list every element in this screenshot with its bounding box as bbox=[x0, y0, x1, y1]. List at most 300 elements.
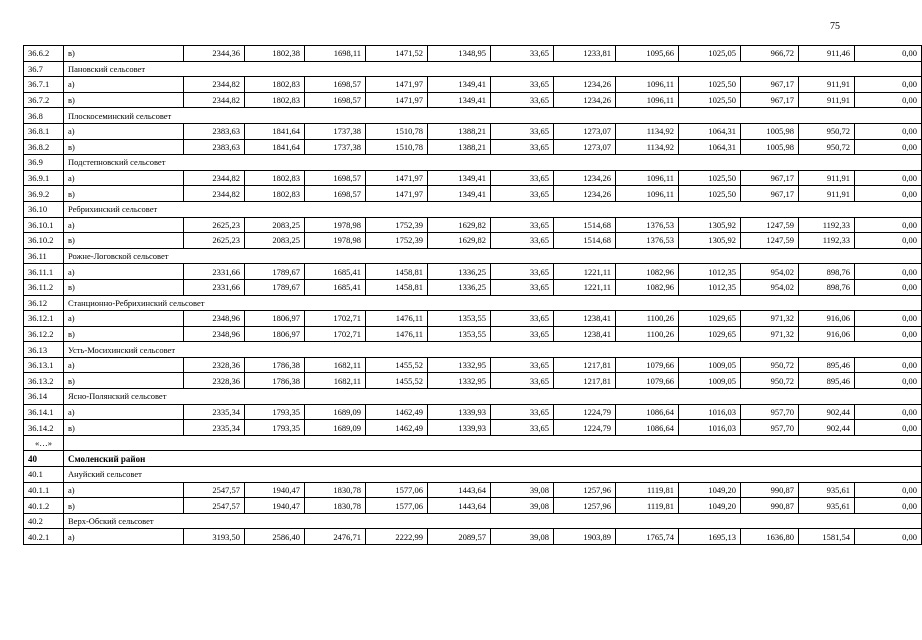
row-label: в) bbox=[64, 233, 184, 249]
value-cell: 1086,64 bbox=[616, 404, 679, 420]
table-row bbox=[24, 186, 922, 202]
value-cell: 1079,66 bbox=[616, 357, 679, 373]
value-cell: 33,65 bbox=[491, 357, 554, 373]
value-cell: 0,00 bbox=[855, 186, 922, 202]
value-cell: 33,65 bbox=[491, 264, 554, 280]
table-row bbox=[24, 279, 922, 295]
value-cell: 1510,78 bbox=[366, 123, 428, 139]
value-cell: 1005,98 bbox=[741, 123, 799, 139]
section-name: Ясно-Полянский сельсовет bbox=[64, 389, 922, 405]
value-cell: 1682,11 bbox=[305, 357, 366, 373]
value-cell: 1095,66 bbox=[616, 46, 679, 62]
value-cell: 2222,99 bbox=[366, 529, 428, 545]
value-cell: 1336,25 bbox=[428, 279, 491, 295]
value-cell: 990,87 bbox=[741, 498, 799, 514]
value-cell: 33,65 bbox=[491, 217, 554, 233]
row-label: в) bbox=[64, 279, 184, 295]
row-label: в) bbox=[64, 498, 184, 514]
value-cell: 1134,92 bbox=[616, 123, 679, 139]
value-cell: 33,65 bbox=[491, 92, 554, 108]
value-cell: 1339,93 bbox=[428, 420, 491, 436]
value-cell: 1462,49 bbox=[366, 404, 428, 420]
value-cell: 895,46 bbox=[799, 357, 855, 373]
value-cell: 2089,57 bbox=[428, 529, 491, 545]
value-cell: 935,61 bbox=[799, 482, 855, 498]
value-cell: 1802,83 bbox=[245, 77, 305, 93]
value-cell: 1765,74 bbox=[616, 529, 679, 545]
value-cell: 1238,41 bbox=[554, 311, 616, 327]
section-row bbox=[24, 513, 922, 529]
omission-marker: «…» bbox=[24, 435, 64, 451]
value-cell: 1009,05 bbox=[679, 373, 741, 389]
value-cell: 1786,38 bbox=[245, 373, 305, 389]
row-label: а) bbox=[64, 311, 184, 327]
table-row bbox=[24, 420, 922, 436]
section-code: 36.11 bbox=[24, 248, 64, 264]
section-name: Ануйский сельсовет bbox=[64, 467, 922, 483]
value-cell: 1802,83 bbox=[245, 92, 305, 108]
table-row bbox=[24, 217, 922, 233]
value-cell: 1388,21 bbox=[428, 123, 491, 139]
value-cell: 1119,81 bbox=[616, 482, 679, 498]
row-label: а) bbox=[64, 404, 184, 420]
value-cell: 1119,81 bbox=[616, 498, 679, 514]
value-cell: 1233,81 bbox=[554, 46, 616, 62]
value-cell: 2335,34 bbox=[184, 404, 245, 420]
value-cell: 957,70 bbox=[741, 420, 799, 436]
district-name: Смоленский район bbox=[64, 451, 922, 467]
value-cell: 1353,55 bbox=[428, 326, 491, 342]
value-cell: 916,06 bbox=[799, 311, 855, 327]
value-cell: 2083,25 bbox=[245, 217, 305, 233]
value-cell: 1086,64 bbox=[616, 420, 679, 436]
section-row bbox=[24, 342, 922, 358]
value-cell: 1802,83 bbox=[245, 170, 305, 186]
table-row bbox=[24, 498, 922, 514]
value-cell: 1349,41 bbox=[428, 92, 491, 108]
row-code: 36.14.2 bbox=[24, 420, 64, 436]
value-cell: 1737,38 bbox=[305, 139, 366, 155]
row-code: 36.7.1 bbox=[24, 77, 64, 93]
value-cell: 0,00 bbox=[855, 373, 922, 389]
section-row bbox=[24, 155, 922, 171]
value-cell: 1793,35 bbox=[245, 404, 305, 420]
table-row bbox=[24, 373, 922, 389]
value-cell: 1802,38 bbox=[245, 46, 305, 62]
value-cell: 1348,95 bbox=[428, 46, 491, 62]
value-cell: 1029,65 bbox=[679, 326, 741, 342]
value-cell: 957,70 bbox=[741, 404, 799, 420]
value-cell: 950,72 bbox=[741, 373, 799, 389]
section-row bbox=[24, 61, 922, 77]
value-cell: 2331,66 bbox=[184, 279, 245, 295]
value-cell: 0,00 bbox=[855, 217, 922, 233]
value-cell: 1257,96 bbox=[554, 482, 616, 498]
value-cell: 1217,81 bbox=[554, 373, 616, 389]
value-cell: 1221,11 bbox=[554, 264, 616, 280]
value-cell: 1978,98 bbox=[305, 217, 366, 233]
value-cell: 911,91 bbox=[799, 92, 855, 108]
value-cell: 2383,63 bbox=[184, 123, 245, 139]
value-cell: 33,65 bbox=[491, 373, 554, 389]
value-cell: 1476,11 bbox=[366, 326, 428, 342]
row-code: 36.7.2 bbox=[24, 92, 64, 108]
section-name: Ребрихинский сельсовет bbox=[64, 201, 922, 217]
section-row bbox=[24, 248, 922, 264]
value-cell: 971,32 bbox=[741, 311, 799, 327]
value-cell: 1134,92 bbox=[616, 139, 679, 155]
section-name: Пановский сельсовет bbox=[64, 61, 922, 77]
row-label: а) bbox=[64, 482, 184, 498]
section-code: 36.9 bbox=[24, 155, 64, 171]
value-cell: 1702,71 bbox=[305, 326, 366, 342]
value-cell: 2547,57 bbox=[184, 498, 245, 514]
row-label: а) bbox=[64, 77, 184, 93]
value-cell: 911,91 bbox=[799, 170, 855, 186]
value-cell: 1064,31 bbox=[679, 123, 741, 139]
tariff-table bbox=[23, 45, 922, 545]
value-cell: 2476,71 bbox=[305, 529, 366, 545]
district-code: 40 bbox=[24, 451, 64, 467]
value-cell: 954,02 bbox=[741, 279, 799, 295]
value-cell: 2348,96 bbox=[184, 311, 245, 327]
value-cell: 1786,38 bbox=[245, 357, 305, 373]
value-cell: 1476,11 bbox=[366, 311, 428, 327]
value-cell: 990,87 bbox=[741, 482, 799, 498]
value-cell: 1016,03 bbox=[679, 404, 741, 420]
row-label: а) bbox=[64, 123, 184, 139]
row-label: а) bbox=[64, 264, 184, 280]
value-cell: 1096,11 bbox=[616, 77, 679, 93]
value-cell: 902,44 bbox=[799, 420, 855, 436]
value-cell: 1636,80 bbox=[741, 529, 799, 545]
value-cell: 33,65 bbox=[491, 279, 554, 295]
value-cell: 1940,47 bbox=[245, 482, 305, 498]
section-name: Верх-Обский сельсовет bbox=[64, 513, 922, 529]
value-cell: 1752,39 bbox=[366, 217, 428, 233]
value-cell: 1443,64 bbox=[428, 482, 491, 498]
value-cell: 1629,82 bbox=[428, 233, 491, 249]
value-cell: 1514,68 bbox=[554, 217, 616, 233]
value-cell: 0,00 bbox=[855, 326, 922, 342]
row-label: в) bbox=[64, 420, 184, 436]
value-cell: 1802,83 bbox=[245, 186, 305, 202]
value-cell: 1581,54 bbox=[799, 529, 855, 545]
value-cell: 1224,79 bbox=[554, 420, 616, 436]
value-cell: 1079,66 bbox=[616, 373, 679, 389]
section-code: 40.2 bbox=[24, 513, 64, 529]
value-cell: 966,72 bbox=[741, 46, 799, 62]
value-cell: 1353,55 bbox=[428, 311, 491, 327]
value-cell: 1049,20 bbox=[679, 498, 741, 514]
value-cell: 1577,06 bbox=[366, 498, 428, 514]
value-cell: 1025,05 bbox=[679, 46, 741, 62]
section-code: 40.1 bbox=[24, 467, 64, 483]
table-row bbox=[24, 326, 922, 342]
value-cell: 2331,66 bbox=[184, 264, 245, 280]
row-code: 36.14.1 bbox=[24, 404, 64, 420]
value-cell: 33,65 bbox=[491, 123, 554, 139]
row-label: а) bbox=[64, 357, 184, 373]
section-name: Станционно-Ребрихинский сельсовет bbox=[64, 295, 922, 311]
value-cell: 1806,97 bbox=[245, 311, 305, 327]
value-cell: 0,00 bbox=[855, 77, 922, 93]
value-cell: 33,65 bbox=[491, 46, 554, 62]
row-code: 40.1.1 bbox=[24, 482, 64, 498]
value-cell: 898,76 bbox=[799, 264, 855, 280]
value-cell: 950,72 bbox=[799, 139, 855, 155]
row-label: а) bbox=[64, 529, 184, 545]
value-cell: 1752,39 bbox=[366, 233, 428, 249]
value-cell: 1376,53 bbox=[616, 217, 679, 233]
row-label: в) bbox=[64, 373, 184, 389]
page-number: 75 bbox=[830, 21, 840, 32]
value-cell: 2547,57 bbox=[184, 482, 245, 498]
value-cell: 1029,65 bbox=[679, 311, 741, 327]
omission-row bbox=[24, 435, 922, 451]
value-cell: 33,65 bbox=[491, 233, 554, 249]
row-code: 36.10.1 bbox=[24, 217, 64, 233]
section-row bbox=[24, 467, 922, 483]
table-row bbox=[24, 139, 922, 155]
value-cell: 950,72 bbox=[741, 357, 799, 373]
table-row bbox=[24, 482, 922, 498]
row-code: 36.9.1 bbox=[24, 170, 64, 186]
value-cell: 2348,96 bbox=[184, 326, 245, 342]
section-name: Усть-Мосихинский сельсовет bbox=[64, 342, 922, 358]
value-cell: 1234,26 bbox=[554, 170, 616, 186]
value-cell: 1217,81 bbox=[554, 357, 616, 373]
value-cell: 1698,57 bbox=[305, 186, 366, 202]
value-cell: 1830,78 bbox=[305, 482, 366, 498]
section-code: 36.14 bbox=[24, 389, 64, 405]
value-cell: 0,00 bbox=[855, 311, 922, 327]
value-cell: 39,08 bbox=[491, 529, 554, 545]
value-cell: 2344,82 bbox=[184, 186, 245, 202]
value-cell: 2344,82 bbox=[184, 170, 245, 186]
value-cell: 1806,97 bbox=[245, 326, 305, 342]
row-code: 36.12.1 bbox=[24, 311, 64, 327]
value-cell: 1455,52 bbox=[366, 357, 428, 373]
value-cell: 898,76 bbox=[799, 279, 855, 295]
value-cell: 1702,71 bbox=[305, 311, 366, 327]
value-cell: 2625,23 bbox=[184, 217, 245, 233]
value-cell: 967,17 bbox=[741, 77, 799, 93]
value-cell: 1471,97 bbox=[366, 170, 428, 186]
table-row bbox=[24, 529, 922, 545]
value-cell: 33,65 bbox=[491, 311, 554, 327]
value-cell: 1339,93 bbox=[428, 404, 491, 420]
value-cell: 1685,41 bbox=[305, 279, 366, 295]
value-cell: 0,00 bbox=[855, 233, 922, 249]
value-cell: 1012,35 bbox=[679, 279, 741, 295]
value-cell: 33,65 bbox=[491, 186, 554, 202]
value-cell: 1025,50 bbox=[679, 170, 741, 186]
value-cell: 902,44 bbox=[799, 404, 855, 420]
value-cell: 1025,50 bbox=[679, 186, 741, 202]
value-cell: 1025,50 bbox=[679, 92, 741, 108]
table-row bbox=[24, 92, 922, 108]
value-cell: 1332,95 bbox=[428, 357, 491, 373]
value-cell: 0,00 bbox=[855, 404, 922, 420]
value-cell: 2344,36 bbox=[184, 46, 245, 62]
value-cell: 3193,50 bbox=[184, 529, 245, 545]
value-cell: 911,91 bbox=[799, 186, 855, 202]
section-row bbox=[24, 108, 922, 124]
value-cell: 1096,11 bbox=[616, 170, 679, 186]
row-code: 36.13.2 bbox=[24, 373, 64, 389]
section-name: Рожне-Логовской сельсовет bbox=[64, 248, 922, 264]
section-code: 36.10 bbox=[24, 201, 64, 217]
value-cell: 0,00 bbox=[855, 139, 922, 155]
value-cell: 1471,97 bbox=[366, 77, 428, 93]
value-cell: 1336,25 bbox=[428, 264, 491, 280]
value-cell: 33,65 bbox=[491, 326, 554, 342]
value-cell: 1793,35 bbox=[245, 420, 305, 436]
district-row bbox=[24, 451, 922, 467]
value-cell: 1940,47 bbox=[245, 498, 305, 514]
value-cell: 1698,11 bbox=[305, 46, 366, 62]
value-cell: 1049,20 bbox=[679, 482, 741, 498]
value-cell: 33,65 bbox=[491, 139, 554, 155]
value-cell: 0,00 bbox=[855, 46, 922, 62]
row-code: 36.9.2 bbox=[24, 186, 64, 202]
row-label: в) bbox=[64, 46, 184, 62]
table-row bbox=[24, 77, 922, 93]
value-cell: 1830,78 bbox=[305, 498, 366, 514]
value-cell: 1234,26 bbox=[554, 77, 616, 93]
value-cell: 0,00 bbox=[855, 529, 922, 545]
value-cell: 911,91 bbox=[799, 77, 855, 93]
value-cell: 2586,40 bbox=[245, 529, 305, 545]
value-cell: 2328,36 bbox=[184, 373, 245, 389]
value-cell: 1458,81 bbox=[366, 279, 428, 295]
row-code: 36.11.2 bbox=[24, 279, 64, 295]
value-cell: 33,65 bbox=[491, 77, 554, 93]
value-cell: 2383,63 bbox=[184, 139, 245, 155]
value-cell: 1082,96 bbox=[616, 264, 679, 280]
value-cell: 1695,13 bbox=[679, 529, 741, 545]
value-cell: 0,00 bbox=[855, 498, 922, 514]
value-cell: 0,00 bbox=[855, 170, 922, 186]
value-cell: 1192,33 bbox=[799, 217, 855, 233]
value-cell: 1234,26 bbox=[554, 186, 616, 202]
row-code: 36.6.2 bbox=[24, 46, 64, 62]
value-cell: 967,17 bbox=[741, 186, 799, 202]
value-cell: 0,00 bbox=[855, 123, 922, 139]
value-cell: 1698,57 bbox=[305, 170, 366, 186]
value-cell: 967,17 bbox=[741, 170, 799, 186]
value-cell: 1458,81 bbox=[366, 264, 428, 280]
value-cell: 1224,79 bbox=[554, 404, 616, 420]
table-row bbox=[24, 170, 922, 186]
value-cell: 33,65 bbox=[491, 404, 554, 420]
value-cell: 1096,11 bbox=[616, 186, 679, 202]
section-code: 36.7 bbox=[24, 61, 64, 77]
row-code: 40.2.1 bbox=[24, 529, 64, 545]
value-cell: 2328,36 bbox=[184, 357, 245, 373]
value-cell: 1238,41 bbox=[554, 326, 616, 342]
value-cell: 1789,67 bbox=[245, 279, 305, 295]
value-cell: 39,08 bbox=[491, 498, 554, 514]
table-row bbox=[24, 123, 922, 139]
value-cell: 1100,26 bbox=[616, 326, 679, 342]
value-cell: 1096,11 bbox=[616, 92, 679, 108]
section-name: Подстепновский сельсовет bbox=[64, 155, 922, 171]
row-label: в) bbox=[64, 139, 184, 155]
table-row bbox=[24, 46, 922, 62]
value-cell: 1192,33 bbox=[799, 233, 855, 249]
value-cell: 0,00 bbox=[855, 357, 922, 373]
value-cell: 1273,07 bbox=[554, 139, 616, 155]
value-cell: 1471,97 bbox=[366, 186, 428, 202]
value-cell: 2083,25 bbox=[245, 233, 305, 249]
value-cell: 935,61 bbox=[799, 498, 855, 514]
row-label: а) bbox=[64, 217, 184, 233]
value-cell: 2344,82 bbox=[184, 92, 245, 108]
value-cell: 1455,52 bbox=[366, 373, 428, 389]
section-row bbox=[24, 201, 922, 217]
table-row bbox=[24, 264, 922, 280]
value-cell: 1685,41 bbox=[305, 264, 366, 280]
row-code: 36.13.1 bbox=[24, 357, 64, 373]
value-cell: 911,46 bbox=[799, 46, 855, 62]
table-row bbox=[24, 404, 922, 420]
value-cell: 1698,57 bbox=[305, 77, 366, 93]
value-cell: 1005,98 bbox=[741, 139, 799, 155]
value-cell: 1257,96 bbox=[554, 498, 616, 514]
value-cell: 39,08 bbox=[491, 482, 554, 498]
section-row bbox=[24, 295, 922, 311]
row-label: а) bbox=[64, 170, 184, 186]
value-cell: 33,65 bbox=[491, 420, 554, 436]
omission-blank bbox=[64, 435, 922, 451]
value-cell: 1025,50 bbox=[679, 77, 741, 93]
table-row bbox=[24, 357, 922, 373]
value-cell: 1510,78 bbox=[366, 139, 428, 155]
value-cell: 1273,07 bbox=[554, 123, 616, 139]
section-code: 36.13 bbox=[24, 342, 64, 358]
value-cell: 950,72 bbox=[799, 123, 855, 139]
value-cell: 1682,11 bbox=[305, 373, 366, 389]
value-cell: 1698,57 bbox=[305, 92, 366, 108]
value-cell: 1082,96 bbox=[616, 279, 679, 295]
value-cell: 0,00 bbox=[855, 279, 922, 295]
section-row bbox=[24, 389, 922, 405]
value-cell: 1514,68 bbox=[554, 233, 616, 249]
value-cell: 1737,38 bbox=[305, 123, 366, 139]
value-cell: 1009,05 bbox=[679, 357, 741, 373]
value-cell: 1305,92 bbox=[679, 217, 741, 233]
section-code: 36.12 bbox=[24, 295, 64, 311]
value-cell: 33,65 bbox=[491, 170, 554, 186]
table-body bbox=[24, 46, 922, 545]
value-cell: 2625,23 bbox=[184, 233, 245, 249]
value-cell: 1234,26 bbox=[554, 92, 616, 108]
value-cell: 1349,41 bbox=[428, 186, 491, 202]
value-cell: 1376,53 bbox=[616, 233, 679, 249]
value-cell: 1016,03 bbox=[679, 420, 741, 436]
table-row bbox=[24, 233, 922, 249]
value-cell: 0,00 bbox=[855, 420, 922, 436]
value-cell: 1789,67 bbox=[245, 264, 305, 280]
row-label: в) bbox=[64, 326, 184, 342]
table-row bbox=[24, 311, 922, 327]
value-cell: 1349,41 bbox=[428, 77, 491, 93]
value-cell: 1978,98 bbox=[305, 233, 366, 249]
row-code: 36.11.1 bbox=[24, 264, 64, 280]
value-cell: 1012,35 bbox=[679, 264, 741, 280]
